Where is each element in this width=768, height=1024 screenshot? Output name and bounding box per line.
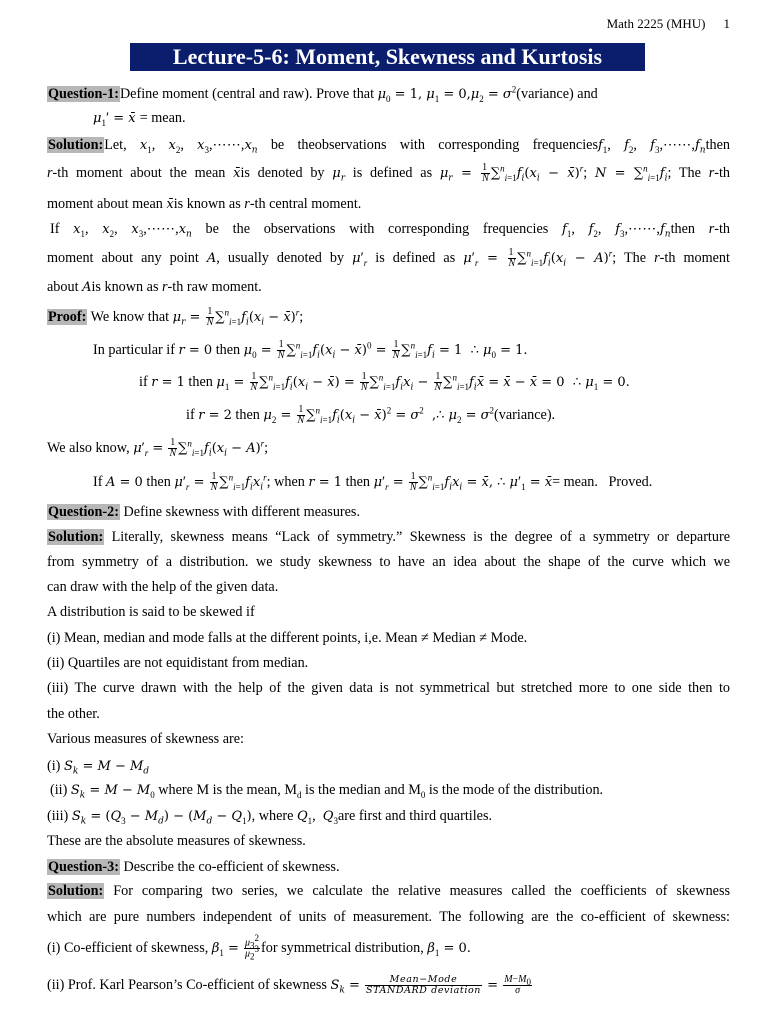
proof-raw-moment: We also know, $\mu'_r$ = $\frac{1}{N}$ $\sum^n_{i=1}f_i(x_i - A)^r$; [47, 437, 269, 460]
std-dev-denominator: STANDARD deviation [365, 985, 482, 997]
skew-condition-3b: the other. [47, 706, 100, 722]
measure-3: (iii) $S_k = (Q_3 - M_d) - (M_d - Q_1)$, where $Q_1$, $Q_3are$ first and third quartiles. [47, 808, 493, 827]
solution-1-line-6: about Ais known as r-th raw moment. [47, 279, 262, 295]
solution-2-line-4: A distribution is said to be skewed if [47, 604, 255, 620]
solution-3-label: Solution: [48, 883, 104, 899]
skew-condition-1: (i) Mean, median and mode falls at the different points, i,e. Mean ≠ Median ≠ Mode. [47, 630, 528, 646]
solution-2-line-1: Solution: Literally, skewness means “Lack of symmetry.” Skewness is the degree of a symmetry or departure [48, 529, 730, 545]
solution-3-line-1: Solution: For comparing two series, we calculate the relative measures called the coefficients of skewness [48, 883, 730, 899]
lecture-title: Lecture-5-6: Moment, Skewness and Kurtosis [130, 43, 645, 71]
page-number: 1 [723, 16, 730, 31]
skew-condition-3a: (iii) The curve drawn with the help of the given data is not symmetrical but stretched more to one side then to [47, 680, 730, 696]
solution-1-label: Solution: [48, 137, 104, 153]
coefficient-1: (i) Co-efficient of skewness, $\beta_1$ = $\frac{\mu_3^2}{\mu_2^3}$ for symmetrical distribution, $\beta_1 = 0$. [47, 933, 471, 962]
proved-text: Proved. [608, 474, 653, 490]
measures-heading: Various measures of skewness are: [47, 731, 244, 747]
skew-condition-2: (ii) Quartiles are not equidistant from median. [47, 655, 309, 671]
proof-case-r0: In particular if r = 0 then $\mu_0$ = $\frac{1}{N}$ $\sum^n_{i=1}f_i(x_i$ − x̄)$^0$ = $\frac{1}{N}$ $\sum^n_{i=1}f_i = 1$ ∴ $\mu_0 = 1$. [93, 339, 528, 362]
proof-line-1: Proof: We know that $\mu_r$ = $\frac{1}{N}$ $\sum^n_{i=1}f_i(x_i$ − x̄)$^r$; [48, 306, 304, 329]
solution-1-line-3: moment about mean x̄is known as r-th central moment. [47, 196, 362, 212]
question-2-label: Question-2: [48, 504, 119, 520]
question-1-label: Question-1: [48, 86, 119, 102]
solution-3-line-2: which are pure numbers independent of units of measurement. The following are the co-efficient of skewness: [47, 909, 730, 925]
measure-2: (ii) $S_k = M - M_0$ where M is the mean, $M_d$ is the median and $M_0$ is the mode of the distribution. [50, 782, 604, 801]
question-3: Question-3: Describe the co-efficient of skewness. [48, 859, 340, 875]
mean-mode-numerator: Mean−Mode [365, 975, 482, 986]
question-1-cont: $\mu_1'$ = x̄ = mean. [93, 110, 186, 128]
measure-1: (i) $S_k = M - M_d$ [47, 758, 150, 777]
proof-label: Proof: [48, 309, 87, 325]
question-3-label: Question-3: [48, 859, 119, 875]
solution-1-line-4: If $x_1$, $x_2$, $x_3,\cdots\cdots,x_n$ be the observations with corresponding frequencies $f_1$, $f_2$, $f_3,\cdots\cdots,f_nthen$ r-th [50, 221, 731, 240]
solution-2-line-2: from symmetry of a distribution. we study skewness to have an idea about the shape of the curve which we [47, 554, 730, 570]
absolute-measures-note: These are the absolute measures of skewness. [47, 833, 306, 849]
proof-case-r2: if r = 2 then $\mu_2$ = $\frac{1}{N}$ $\sum^n_{i=1}f_i(x_i$ − x̄)$^2$ = $\sigma^2$ ,∴ $\mu_2$ = $\sigma^2(variance)$. [186, 404, 556, 427]
solution-1-line-1: Solution:Let, $x_1$, $x_2$, $x_3,\cdots\cdots,x_n$ be theobservations with corresponding frequenciesf$_1$, $f_2$, $f_3,\cdots\cdots,f_nthen$ [48, 137, 730, 156]
coefficient-2: (ii) Prof. Karl Pearson’s Co-efficient of skewness $S_k$ = Mean−Mode STANDARD deviation = $\frac{M-M_0}{\sigma}$ [47, 974, 532, 997]
solution-1-line-5: moment about any point A, usually denoted by $\mu'_r$ is defined as $\mu'_r$ = $\frac{1}{N}$ $\sum^n_{i=1}f_i(x_i - A)^r$; The r-th moment [47, 247, 730, 270]
question-1: Question-1:Define moment (central and raw). Prove that $\mu_0 = 1$, $\mu_1 = 0,\mu_2$ = $\sigma^2(variance)$ and [48, 84, 598, 104]
page-header [607, 16, 730, 32]
solution-2-line-3: can draw with the help of the given data. [47, 579, 279, 595]
solution-2-label: Solution: [48, 529, 104, 545]
course-code: Math 2225 (MHU) [606, 16, 706, 31]
solution-1-line-2: r-th moment about the mean x̄is denoted by $\mu_r$ is defined as $\mu_r$ = $\frac{1}{N}$ $\sum^n_{i=1}f_i(x_i$ − x̄)$^r$; $N = \sum^n_{i=1}f_i$; The r-th [47, 162, 730, 185]
proof-conclusion: If A = 0 then $\mu'_r$ = $\frac{1}{N}$ $\sum^n_{i=1}f_ix_i^r$; when r = 1 then $\mu'_r$ = $\frac{1}{N}$ $\sum^n_{i=1}f_ix_i$ = x̄, ∴ $\mu'_1$ = x̄= mean. Proved. [93, 471, 653, 494]
proof-case-r1: if r = 1 then $\mu_1$ = $\frac{1}{N}$ $\sum^n_{i=1}f_i(x_i$ − x̄) = $\frac{1}{N}$ $\sum^n_{i=1}f_ix_i$ − $\frac{1}{N}$ $\sum^n_{i=1}f_ix̄$ = x̄ − x̄ = 0 ∴ $\mu_1 = 0$. [139, 371, 630, 394]
question-2: Question-2: Define skewness with different measures. [48, 504, 361, 520]
